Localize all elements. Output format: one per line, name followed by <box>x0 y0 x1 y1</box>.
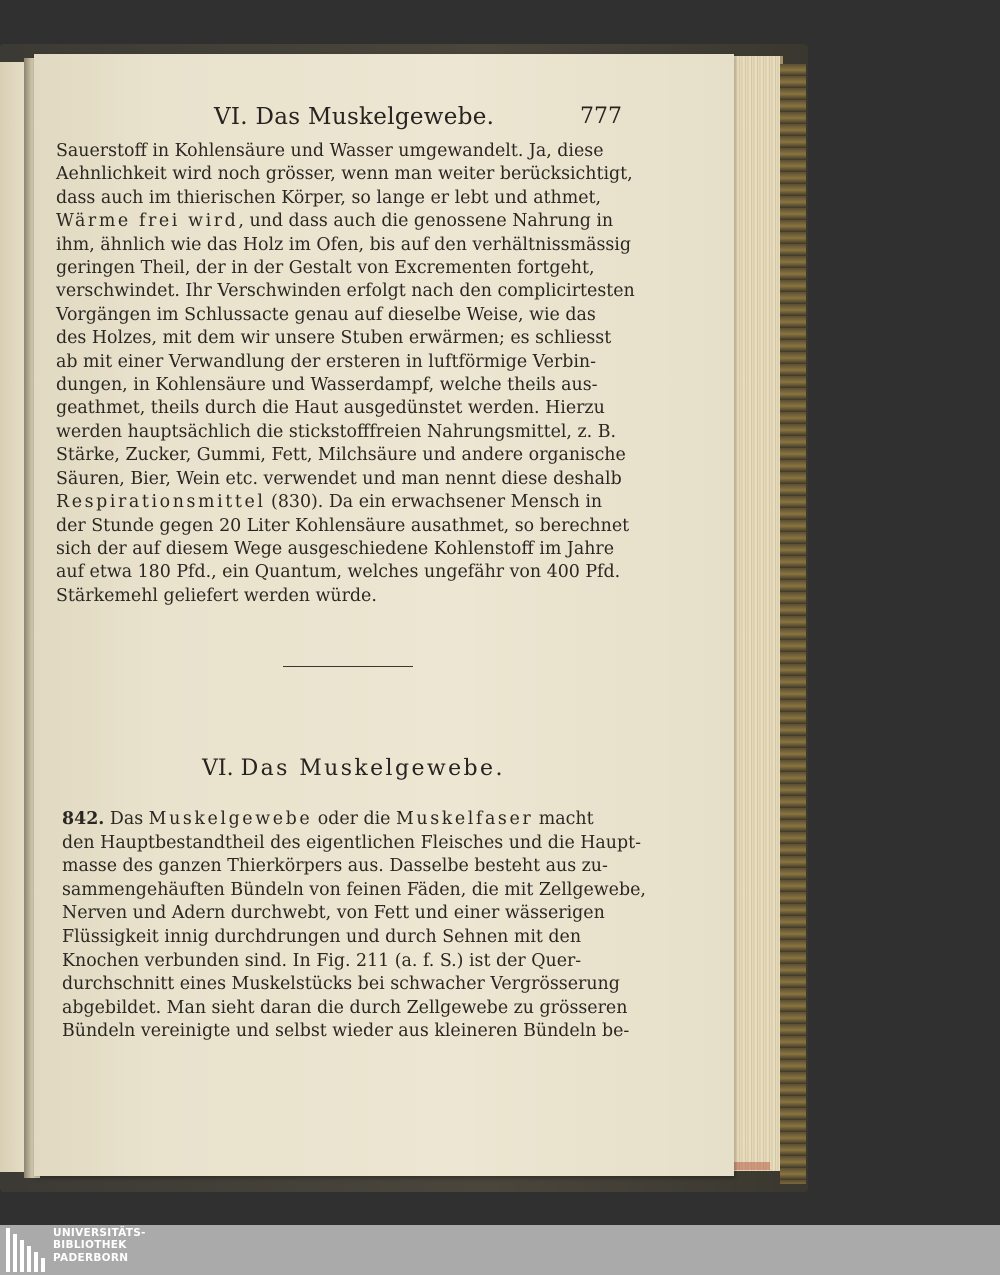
text-line: ihm, ähnlich wie das Holz im Ofen, bis auf den verhältnissmässig <box>56 234 631 255</box>
university-library-logo-icon <box>6 1228 50 1272</box>
library-name-line2: BIBLIOTHEK <box>53 1239 127 1252</box>
text-line: Stärkemehl geliefert werden würde. <box>56 585 377 606</box>
running-head-title: VI. Das Muskelgewebe. <box>214 104 495 130</box>
section-heading <box>202 756 505 781</box>
text-line: des Holzes, mit dem wir unsere Stuben erwärmen; es schliesst <box>56 328 612 349</box>
text-line: der Stunde gegen 20 Liter Kohlensäure ausathmet, so berechnet <box>56 515 630 536</box>
book-spine <box>780 64 806 1184</box>
paragraph-number: 842. <box>62 809 105 829</box>
text-line: dungen, in Kohlensäure und Wasserdampf, welche theils aus- <box>56 375 598 396</box>
text-line <box>56 210 628 233</box>
text-line: Säuren, Bier, Wein etc. verwendet und man nennt diese deshalb <box>56 468 622 489</box>
text-line: sich der auf diesem Wege ausgeschiedene Kohlenstoff im Jahre <box>56 538 614 559</box>
library-footer <box>0 1225 1000 1275</box>
text-line: werden hauptsächlich die stickstofffreien Nahrungsmittel, z. B. <box>56 421 617 442</box>
text-line: Aehnlichkeit wird noch grösser, wenn man weiter berücksichtigt, <box>56 164 633 185</box>
text-line: sammengehäuften Bündeln von feinen Fäden, die mit Zellgewebe, <box>62 879 646 900</box>
spaced-emphasis: Muskelgewebe <box>148 809 313 829</box>
library-name-line3: PADERBORN <box>53 1251 129 1264</box>
text-line: Knochen verbunden sind. In Fig. 211 (a. f. S.) ist der Quer- <box>62 950 582 971</box>
library-name <box>53 1227 163 1264</box>
section-divider <box>283 666 413 667</box>
text-span: Das <box>104 809 149 829</box>
section-numeral: VI. <box>202 756 234 781</box>
text-line: den Hauptbestandtheil des eigentlichen Fleisches und die Haupt- <box>62 832 642 853</box>
text-line: Stärke, Zucker, Gummi, Fett, Milchsäure und andere organische <box>56 445 626 466</box>
text-line: geathmet, theils durch die Haut ausgedünstet werden. Hierzu <box>56 398 605 419</box>
text-line: auf etwa 180 Pfd., ein Quantum, welches ungefähr von 400 Pfd. <box>56 562 621 583</box>
section-title: Das Muskelgewebe. <box>240 756 505 781</box>
text-line: Bündeln vereinigte und selbst wieder aus kleineren Bündeln be- <box>62 1021 630 1042</box>
text-line: dass auch im thierischen Körper, so lange er lebt und athmet, <box>56 187 602 208</box>
text-line: durchschnitt eines Muskelstücks bei schwacher Vergrösserung <box>62 974 620 995</box>
spaced-emphasis: Wärme frei wird <box>56 211 239 232</box>
text-span: (830). Da ein erwachsener Mensch in <box>265 492 603 513</box>
body-text-lower <box>62 808 646 1044</box>
text-line: Vorgängen im Schlussacte genau auf dieselbe Weise, wie das <box>56 304 596 325</box>
text-line: Flüssigkeit innig durchdrungen und durch Sehnen mit den <box>62 926 582 947</box>
spaced-emphasis: Respirationsmittel <box>56 492 266 513</box>
text-line: geringen Theil, der in der Gestalt von Excrementen fortgeht, <box>56 258 595 279</box>
text-line: verschwindet. Ihr Verschwinden erfolgt nach den complicirtesten <box>56 281 635 302</box>
spaced-emphasis: Muskelfaser <box>396 809 534 829</box>
text-line <box>62 808 634 832</box>
text-line: Nerven und Adern durchwebt, von Fett und einer wässerigen <box>62 903 605 924</box>
text-line: ab mit einer Verwandlung der ersteren in luftförmige Verbin- <box>56 351 597 372</box>
text-line <box>56 491 628 514</box>
text-line: Sauerstoff in Kohlensäure und Wasser umgewandelt. Ja, diese <box>56 141 604 161</box>
running-head <box>60 104 622 136</box>
text-span: macht <box>533 809 594 829</box>
page-number: 777 <box>580 104 622 129</box>
library-name-line1: UNIVERSITÄTS- <box>53 1227 146 1239</box>
text-span: , und dass auch die genossene Nahrung in <box>238 211 614 232</box>
body-text-upper <box>56 140 635 608</box>
text-line: abgebildet. Man sieht daran die durch Zellgewebe zu grösseren <box>62 997 628 1018</box>
text-span: oder die <box>312 809 396 829</box>
text-line: masse des ganzen Thierkörpers aus. Dasselbe besteht aus zu- <box>62 856 608 877</box>
left-page-edge <box>0 62 26 1172</box>
